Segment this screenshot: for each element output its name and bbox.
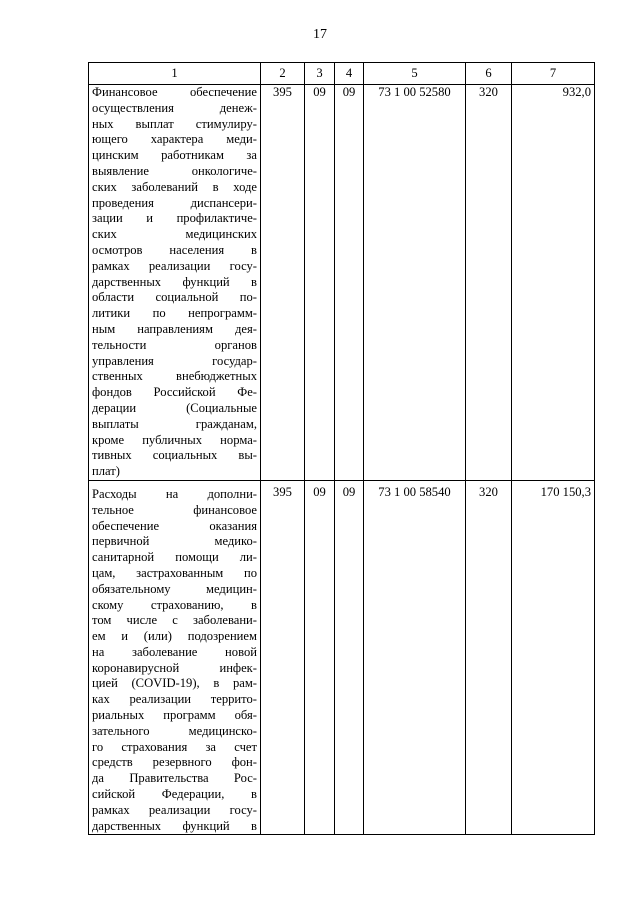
text-line: на заболевание новой <box>92 644 257 659</box>
subsection-code-cell: 09 <box>335 85 364 481</box>
text-line: ным направлениям дея- <box>92 321 257 336</box>
section-code-cell: 09 <box>305 85 335 481</box>
text-line: осмотров населения в <box>92 242 257 257</box>
text-line: том числе с заболевани- <box>92 613 257 628</box>
text-line: го страхования за счет <box>92 739 257 754</box>
row-name-cell <box>89 85 261 481</box>
expense-type-cell: 320 <box>466 480 512 835</box>
table-row <box>89 85 595 481</box>
text-line: цией (COVID-19), в рам- <box>92 676 257 691</box>
text-line: Финансовое обеспечение <box>92 85 257 99</box>
column-header: 2 <box>261 63 305 85</box>
text-line: средств резервного фон- <box>92 755 257 770</box>
text-line: выплаты гражданам, <box>92 416 257 431</box>
text-line: обязательному медицин- <box>92 581 257 596</box>
table-row <box>89 480 595 835</box>
text-line: фондов Российской Фе- <box>92 385 257 400</box>
text-line: Расходы на дополни- <box>92 486 257 501</box>
text-line: области социальной по- <box>92 290 257 305</box>
text-line: зации и профилактиче- <box>92 211 257 226</box>
text-line: тивных социальных вы- <box>92 448 257 463</box>
text-line: обеспечение оказания <box>92 518 257 533</box>
target-item-cell: 73 1 00 58540 <box>364 480 466 835</box>
text-line: управления государ- <box>92 353 257 368</box>
text-line: цинским работникам за <box>92 148 257 163</box>
subsection-code-cell: 09 <box>335 480 364 835</box>
text-line: зательного медицинско- <box>92 723 257 738</box>
row-name-cell <box>89 480 261 835</box>
amount-cell: 932,0 <box>512 85 595 481</box>
text-line: ских медицинских <box>92 227 257 242</box>
text-line: коронавирусной инфек- <box>92 660 257 675</box>
expense-type-cell: 320 <box>466 85 512 481</box>
section-code-cell: 09 <box>305 480 335 835</box>
text-line: выявление онкологиче- <box>92 163 257 178</box>
text-line: рамках реализации госу- <box>92 802 257 817</box>
text-line: цам, застрахованным по <box>92 565 257 580</box>
text-line: дерации (Социальные <box>92 400 257 415</box>
text-line: ских заболеваний в ходе <box>92 179 257 194</box>
column-header: 3 <box>305 63 335 85</box>
text-line: проведения диспансери- <box>92 195 257 210</box>
text-line: плат) <box>92 464 120 479</box>
page-number: 17 <box>313 27 327 42</box>
text-line: тельное финансовое <box>92 502 257 517</box>
ministry-code-cell: 395 <box>261 85 305 481</box>
text-line: тельности органов <box>92 337 257 352</box>
text-line: ем и (или) подозрением <box>92 629 257 644</box>
column-header: 7 <box>512 63 595 85</box>
column-header: 5 <box>364 63 466 85</box>
text-line: осуществления денеж- <box>92 100 257 115</box>
text-line: дарственных функций в <box>92 274 257 289</box>
text-line: да Правительства Рос- <box>92 771 257 786</box>
text-line: санитарной помощи ли- <box>92 550 257 565</box>
text-line: скому страхованию, в <box>92 597 257 612</box>
text-line: первичной медико- <box>92 534 257 549</box>
text-line: дарственных функций в <box>92 818 257 833</box>
text-line: сийской Федерации, в <box>92 787 257 802</box>
column-header: 4 <box>335 63 364 85</box>
text-line: литики по непрограмм- <box>92 306 257 321</box>
budget-table <box>88 62 595 835</box>
table-header-row <box>89 63 595 85</box>
target-item-cell: 73 1 00 52580 <box>364 85 466 481</box>
text-line: кроме публичных норма- <box>92 432 257 447</box>
text-line: ках реализации террито- <box>92 692 257 707</box>
text-line: ственных внебюджетных <box>92 369 257 384</box>
ministry-code-cell: 395 <box>261 480 305 835</box>
column-header: 6 <box>466 63 512 85</box>
amount-cell: 170 150,3 <box>512 480 595 835</box>
text-line: ных выплат стимулиру- <box>92 116 257 131</box>
text-line: риальных программ обя- <box>92 708 257 723</box>
text-line: рамках реализации госу- <box>92 258 257 273</box>
text-line: ющего характера меди- <box>92 132 257 147</box>
column-header: 1 <box>89 63 261 85</box>
